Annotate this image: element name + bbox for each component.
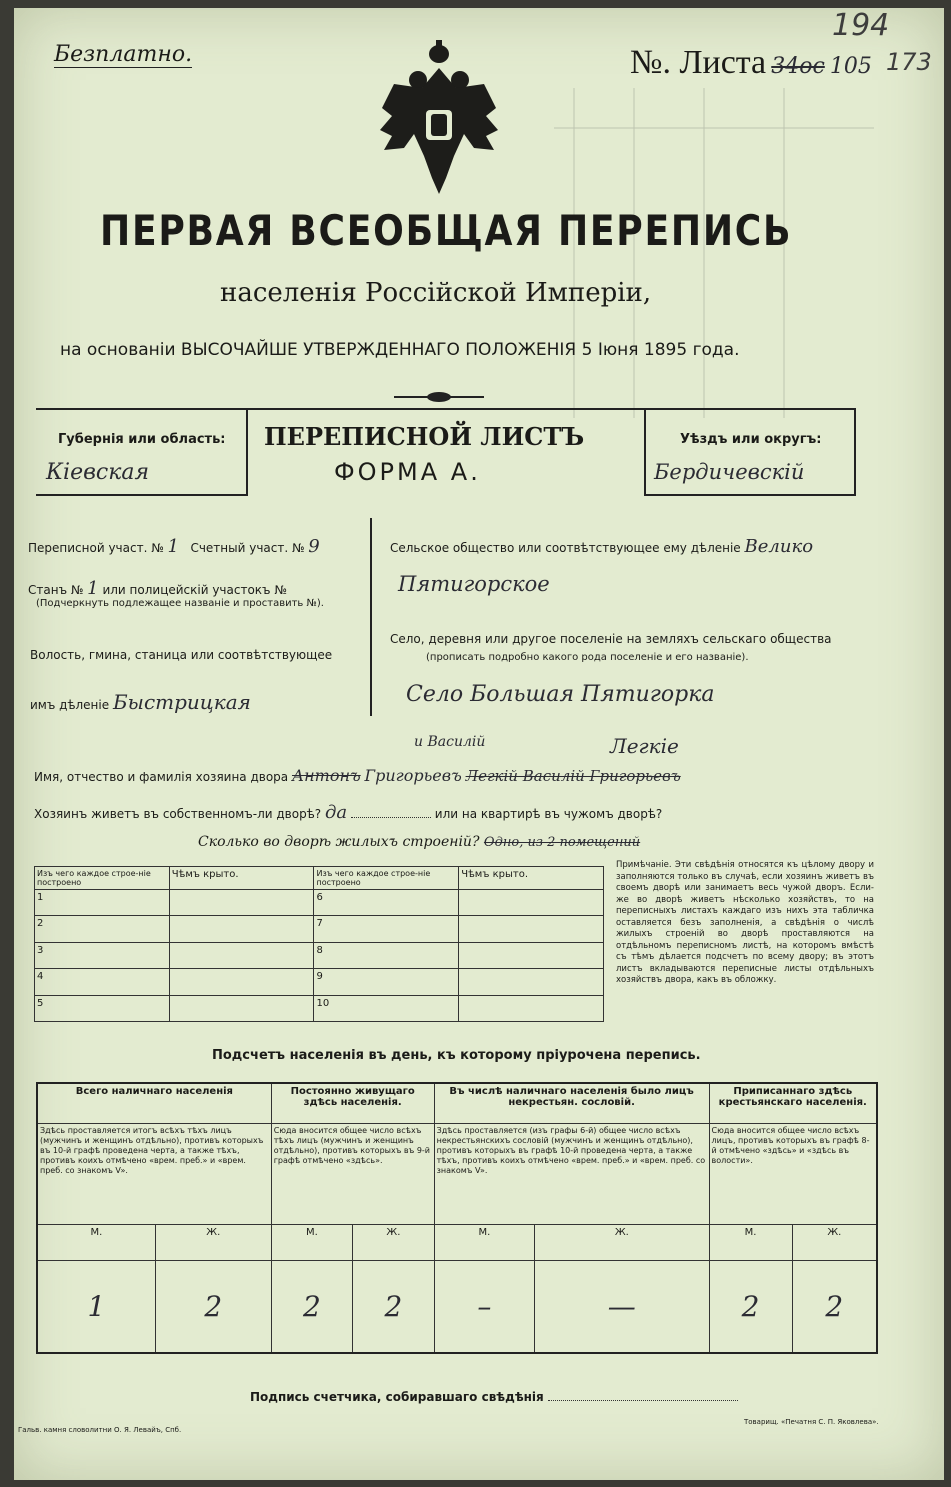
stan-alt-label: или полицейскій участокъ № <box>102 583 287 597</box>
volost-label-2: имъ дѣленіе <box>30 698 110 712</box>
sheet-number-value: 105 <box>829 54 872 79</box>
village-note: (прописать подробно какого рода поселеніе и его названіе). <box>426 652 749 663</box>
count-group-4-title: Приписаннаго здѣсь крестьянскаго населенія. <box>709 1083 877 1123</box>
count-col-f-4: Ж. <box>792 1224 877 1260</box>
buildings-row-2: 2 <box>35 916 170 942</box>
count-group-4-desc: Сюда вносится общее число всѣхъ лицъ, противъ которыхъ въ графѣ 8-й отмѣчено «здѣсь» и «здѣсь въ волости». <box>709 1123 877 1224</box>
frame-bottom-left <box>36 494 246 496</box>
count-group-1-title: Всего наличнаго населенія <box>37 1083 271 1123</box>
signature-dots <box>548 1400 738 1401</box>
signature-label: Подпись счетчика, собиравшаго свѣдѣнія <box>250 1390 544 1404</box>
owner-crossed: Антонъ <box>291 766 361 785</box>
count-value-6: — <box>535 1260 709 1353</box>
fields-divider <box>370 518 372 716</box>
count-value-7: 2 <box>709 1260 792 1353</box>
count-value-8: 2 <box>792 1260 877 1353</box>
province-label: Губернія или область: <box>58 432 226 447</box>
count-col-m-2: М. <box>271 1224 352 1260</box>
census-area-field <box>28 536 320 557</box>
own-yard-field <box>34 802 662 823</box>
signature-field <box>250 1390 738 1404</box>
owner-crossed-tail: Легкій Василій Григорьевъ <box>465 767 681 785</box>
printer-left: Гальв. камня словолитни О. Я. Левайъ, Спб. <box>18 1426 182 1434</box>
sheet-number-crossed: 34ос <box>771 54 825 79</box>
buildings-note: Примѣчаніе. Эти свѣдѣнія относятся къ цѣлому двору и заполняются только въ случаѣ, если хозяинъ живетъ въ своемъ дворѣ или занимаетъ весь чужой дворъ. Если-же во дворѣ живетъ нѣсколько хозяйствъ, то на переписныхъ листахъ каждаго изъ нихъ эта табличка оставляется безъ заполненія, а свѣдѣнія о числѣ жилыхъ строеній во дворѣ проставляются на отдѣльномъ переписномъ листѣ, на которомъ вмѣстѣ съ тѣмъ дѣлается подсчетъ по всему двору; въ этотъ листъ вкладываются переписные листы отдѣльныхъ хозяйствъ двора, какъ въ обложку. <box>616 860 874 985</box>
district-value: Бердичевскій <box>654 460 805 484</box>
buildings-label: Сколько во дворѣ жилыхъ строеній? <box>198 834 480 850</box>
form-name: ПЕРЕПИСНОЙ ЛИСТЪ <box>264 422 585 451</box>
census-area-value: 1 <box>167 536 179 557</box>
buildings-col-roof: Чѣмъ крыто. <box>169 867 314 890</box>
count-value-2: 2 <box>155 1260 271 1353</box>
census-basis: на основаніи ВЫСОЧАЙШЕ УТВЕРЖДЕННАГО ПОЛОЖЕНІЯ 5 Іюня 1895 года. <box>60 340 740 360</box>
owner-label: Имя, отчество и фамилія хозяина двора <box>34 770 289 784</box>
village-label: Село, деревня или другое поселеніе на земляхъ сельскаго общества <box>390 632 832 646</box>
stan-value: 1 <box>87 578 99 599</box>
count-col-f-3: Ж. <box>535 1224 709 1260</box>
stan-label: Станъ № <box>28 583 84 597</box>
society-value: Велико <box>744 536 814 557</box>
sheet-number-label: №. Листа <box>630 44 767 81</box>
frame-divider-right <box>644 408 646 496</box>
census-subtitle: населенія Россійской Имперіи, <box>220 278 652 308</box>
buildings-table <box>34 866 604 1022</box>
frame-bottom-right <box>644 494 856 496</box>
village-value: Село Большая Пятигорка <box>406 682 715 707</box>
form-type: ФОРМА А. <box>334 458 481 486</box>
count-group-2-desc: Сюда вносится общее число всѣхъ тѣхъ лицъ (мужчинъ и женщинъ отдѣльно), противъ которыхъ въ 9-й графѣ отмѣчено «здѣсь». <box>271 1123 434 1224</box>
volost-label: Волость, гмина, станица или соотвѣтствующее <box>30 648 333 662</box>
population-count-table <box>36 1082 878 1354</box>
count-group-1-desc: Здѣсь проставляется итогъ всѣхъ тѣхъ лицъ (мужчинъ и женщинъ отдѣльно), противъ которыхъ въ 10-й графѣ проведена черта, а также тѣхъ, противъ коихъ отмѣчено «врем. преб.» и «врем. преб. со знакомъ V». <box>37 1123 271 1224</box>
buildings-col-material-2: Изъ чего каждое строе-ніе построено <box>314 867 459 890</box>
buildings-row-3: 3 <box>35 942 170 968</box>
volost-field <box>30 690 251 714</box>
buildings-row-7: 7 <box>314 916 459 942</box>
owner-above-name: и Василій <box>414 734 486 750</box>
owner-value: Григорьевъ <box>364 766 462 785</box>
archive-number-side: 173 <box>886 48 932 76</box>
buildings-row-10: 10 <box>314 995 459 1021</box>
count-group-3-desc: Здѣсь проставляется (изъ графы 6-й) общее число всѣхъ некрестьянскихъ сословій (мужчинъ и женщинъ отдѣльно), противъ которыхъ въ графѣ 10-й проведена черта, а также тѣхъ, противъ коихъ отмѣчено «врем. преб.» и «врем. преб. со знакомъ V». <box>434 1123 709 1224</box>
own-yard-dots <box>351 817 431 818</box>
frame-divider-left <box>246 408 248 496</box>
sheet-number <box>630 44 872 82</box>
free-label: Безплатно. <box>54 42 193 67</box>
owner-field <box>34 766 681 785</box>
stan-field <box>28 578 287 599</box>
buildings-row-5: 5 <box>35 995 170 1021</box>
census-sheet <box>14 8 944 1480</box>
society-field <box>390 536 813 557</box>
count-value-3: 2 <box>271 1260 352 1353</box>
stan-note: (Подчеркнуть подлежащее названіе и проставить №). <box>36 598 324 609</box>
buildings-row-6: 6 <box>314 890 459 916</box>
count-group-3-title: Въ числѣ наличнаго населенія было лицъ некрестьян. сословій. <box>434 1083 709 1123</box>
buildings-row-4: 4 <box>35 969 170 995</box>
count-value-1: 1 <box>37 1260 155 1353</box>
buildings-col-material: Изъ чего каждое строе-ніе построено <box>35 867 170 890</box>
count-col-m-1: М. <box>37 1224 155 1260</box>
census-title: ПЕРВАЯ ВСЕОБЩАЯ ПЕРЕПИСЬ <box>100 206 793 255</box>
buildings-row-9: 9 <box>314 969 459 995</box>
count-col-f-1: Ж. <box>155 1224 271 1260</box>
rent-label: или на квартирѣ въ чужомъ дворѣ? <box>434 807 663 821</box>
society-value-2: Пятигорское <box>398 572 550 596</box>
count-value-5: – <box>434 1260 534 1353</box>
buildings-value: Одно, из 2 помещений <box>483 835 641 850</box>
count-col-m-4: М. <box>709 1224 792 1260</box>
count-area-value: 9 <box>308 536 320 557</box>
district-label: Уѣздъ или округъ: <box>680 432 822 447</box>
count-heading: Подсчетъ населенія въ день, къ которому пріурочена перепись. <box>212 1048 701 1063</box>
archive-number-top: 194 <box>832 8 890 43</box>
province-value: Кіевская <box>46 460 150 485</box>
census-area-label: Переписной участ. № <box>28 541 164 555</box>
ornament-divider-icon <box>394 390 484 404</box>
buildings-field <box>198 834 640 850</box>
owner-above-surname: Легкіе <box>610 734 679 758</box>
society-label: Сельское общество или соотвѣтствующее ему дѣленіе <box>390 541 741 555</box>
count-area-label: Счетный участ. № <box>190 541 305 555</box>
buildings-row-1: 1 <box>35 890 170 916</box>
count-group-2-title: Постоянно живущаго здѣсь населенія. <box>271 1083 434 1123</box>
own-yard-label: Хозяинъ живетъ въ собственномъ-ли дворѣ? <box>34 807 322 821</box>
own-yard-value: да <box>324 802 348 823</box>
count-value-4: 2 <box>353 1260 434 1353</box>
frame-top-line <box>36 408 856 410</box>
buildings-row-8: 8 <box>314 942 459 968</box>
buildings-col-roof-2: Чѣмъ крыто. <box>459 867 604 890</box>
count-col-f-2: Ж. <box>353 1224 434 1260</box>
count-col-m-3: М. <box>434 1224 534 1260</box>
volost-value: Быстрицкая <box>112 690 251 714</box>
printer-right: Товарищ. «Печатня С. П. Яковлева». <box>744 1418 879 1426</box>
eagle-emblem-icon <box>374 38 504 198</box>
frame-right-edge <box>854 408 856 496</box>
